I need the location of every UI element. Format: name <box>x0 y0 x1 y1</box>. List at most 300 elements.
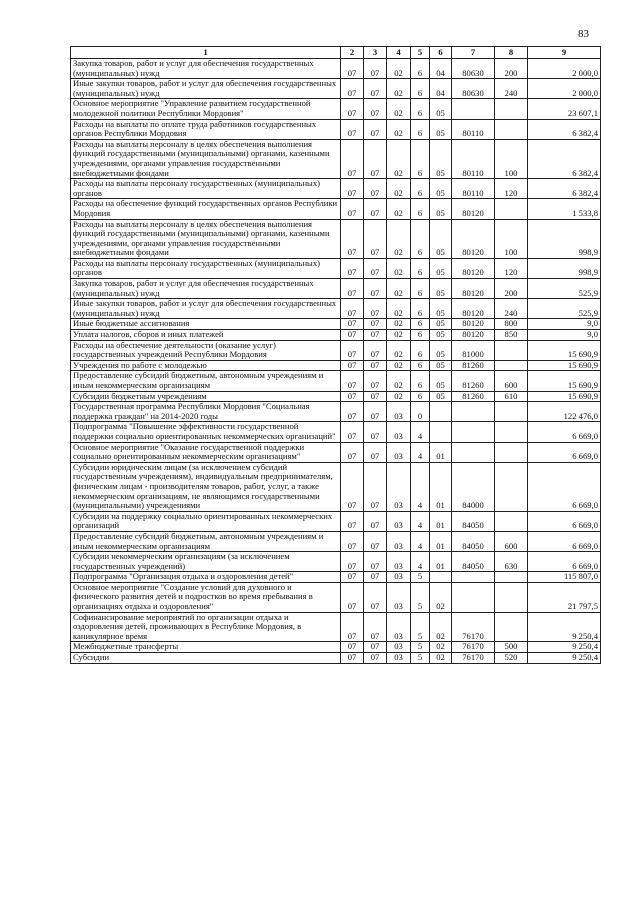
program-code: 03 <box>387 511 411 531</box>
table-row <box>71 179 601 199</box>
table-row <box>71 531 601 551</box>
program-code: 02 <box>387 299 411 319</box>
column-number-row <box>71 47 601 59</box>
row-description: Расходы на выплаты по оплате труда работников государственных органов Республики Мордовия <box>71 119 341 139</box>
program-code: 02 <box>387 330 411 341</box>
subsection-code: 07 <box>364 258 387 278</box>
program-code: 03 <box>387 552 411 572</box>
program-code: 03 <box>387 422 411 442</box>
direction-code: 80120 <box>452 219 495 258</box>
row-description: Основное мероприятие "Создание условий для духовного и физического развития детей и подростков во время пребывания в организациях отдыха и оздоровления" <box>71 582 341 612</box>
amount-value: 525,9 <box>528 279 601 299</box>
row-description: Основное мероприятие "Оказание государственной поддержки социально ориентированным некоммерческим организациям" <box>71 442 341 462</box>
expense-type-code <box>495 422 528 442</box>
activity-code: 05 <box>430 371 452 391</box>
table-row <box>71 258 601 278</box>
amount-value: 15 690,9 <box>528 371 601 391</box>
row-description: Субсидии на поддержку социально ориентированных некоммерческих организаций <box>71 511 341 531</box>
row-description: Расходы на обеспечение функций государственных органов Республики Мордовия <box>71 199 341 219</box>
subprogram-code: 4 <box>411 531 430 551</box>
expense-type-code <box>495 199 528 219</box>
table-row <box>71 371 601 391</box>
amount-value: 6 669,0 <box>528 552 601 572</box>
subsection-code: 07 <box>364 319 387 330</box>
subsection-code: 07 <box>364 99 387 119</box>
table-row <box>71 340 601 360</box>
section-code: 07 <box>341 179 364 199</box>
column-header: 9 <box>528 47 601 59</box>
expense-type-code <box>495 572 528 583</box>
table-row <box>71 511 601 531</box>
table-row <box>71 391 601 402</box>
table-row <box>71 572 601 583</box>
subsection-code: 07 <box>364 402 387 422</box>
subsection-code: 07 <box>364 391 387 402</box>
direction-code <box>452 402 495 422</box>
amount-value: 1 533,8 <box>528 199 601 219</box>
subprogram-code: 5 <box>411 642 430 653</box>
subsection-code: 07 <box>364 371 387 391</box>
amount-value: 9 250,4 <box>528 612 601 642</box>
section-code: 07 <box>341 199 364 219</box>
direction-code: 80120 <box>452 299 495 319</box>
subprogram-code: 6 <box>411 59 430 79</box>
subprogram-code: 6 <box>411 319 430 330</box>
program-code: 02 <box>387 360 411 371</box>
activity-code: 01 <box>430 462 452 511</box>
expense-type-code <box>495 462 528 511</box>
program-code: 02 <box>387 319 411 330</box>
expense-type-code <box>495 442 528 462</box>
subprogram-code: 6 <box>411 279 430 299</box>
table-row <box>71 59 601 79</box>
activity-code: 05 <box>430 258 452 278</box>
subsection-code: 07 <box>364 219 387 258</box>
expense-type-code <box>495 99 528 119</box>
table-row <box>71 653 601 664</box>
subprogram-code: 6 <box>411 219 430 258</box>
direction-code: 80110 <box>452 139 495 178</box>
subprogram-code: 6 <box>411 371 430 391</box>
amount-value: 15 690,9 <box>528 391 601 402</box>
table-row <box>71 119 601 139</box>
subsection-code: 07 <box>364 531 387 551</box>
activity-code: 01 <box>430 442 452 462</box>
direction-code: 80120 <box>452 279 495 299</box>
subsection-code: 07 <box>364 179 387 199</box>
row-description: Государственная программа Республики Мордовия "Социальная поддержка граждан" на 2014-2020 годы <box>71 402 341 422</box>
amount-value: 6 669,0 <box>528 511 601 531</box>
program-code: 02 <box>387 79 411 99</box>
section-code: 07 <box>341 340 364 360</box>
subprogram-code: 6 <box>411 258 430 278</box>
expense-type-code: 600 <box>495 531 528 551</box>
subsection-code: 07 <box>364 442 387 462</box>
subprogram-code: 6 <box>411 299 430 319</box>
direction-code <box>452 99 495 119</box>
table-row <box>71 219 601 258</box>
direction-code: 76170 <box>452 642 495 653</box>
expense-type-code: 100 <box>495 139 528 178</box>
row-description: Основное мероприятие "Управление развитием государственной молодежной политики Республики Мордовия" <box>71 99 341 119</box>
subprogram-code: 6 <box>411 79 430 99</box>
subsection-code: 07 <box>364 653 387 664</box>
section-code: 07 <box>341 402 364 422</box>
amount-value: 9,0 <box>528 319 601 330</box>
direction-code: 84000 <box>452 462 495 511</box>
activity-code: 04 <box>430 59 452 79</box>
expense-type-code <box>495 402 528 422</box>
row-description: Расходы на выплаты персоналу государственных (муниципальных) органов <box>71 258 341 278</box>
activity-code: 05 <box>430 139 452 178</box>
subprogram-code: 4 <box>411 422 430 442</box>
program-code: 03 <box>387 531 411 551</box>
program-code: 03 <box>387 572 411 583</box>
expense-type-code: 850 <box>495 330 528 341</box>
amount-value: 9 250,4 <box>528 653 601 664</box>
program-code: 02 <box>387 119 411 139</box>
section-code: 07 <box>341 360 364 371</box>
program-code: 02 <box>387 199 411 219</box>
program-code: 02 <box>387 99 411 119</box>
table-row <box>71 402 601 422</box>
table-row <box>71 582 601 612</box>
subsection-code: 07 <box>364 139 387 178</box>
table-row <box>71 330 601 341</box>
row-description: Учреждения по работе с молодежью <box>71 360 341 371</box>
subsection-code: 07 <box>364 612 387 642</box>
row-description: Иные закупки товаров, работ и услуг для обеспечения государственных (муниципальных) нужд <box>71 79 341 99</box>
expense-type-code: 500 <box>495 642 528 653</box>
activity-code: 05 <box>430 219 452 258</box>
expense-type-code <box>495 360 528 371</box>
budget-table <box>70 46 601 664</box>
activity-code: 02 <box>430 612 452 642</box>
table-row <box>71 319 601 330</box>
amount-value: 6 669,0 <box>528 442 601 462</box>
activity-code: 05 <box>430 179 452 199</box>
direction-code: 80120 <box>452 258 495 278</box>
table-row <box>71 299 601 319</box>
table-row <box>71 612 601 642</box>
subprogram-code: 6 <box>411 360 430 371</box>
expense-type-code: 200 <box>495 59 528 79</box>
expense-type-code: 240 <box>495 79 528 99</box>
row-description: Расходы на выплаты персоналу в целях обеспечения выполнения функций государственными (муниципальными) органами, казенными учреждениями, органами управления государственными внебюджетными фондами <box>71 219 341 258</box>
section-code: 07 <box>341 422 364 442</box>
column-header: 3 <box>364 47 387 59</box>
section-code: 07 <box>341 319 364 330</box>
section-code: 07 <box>341 79 364 99</box>
row-description: Субсидии юридическим лицам (за исключением субсидий государственным учреждениям), индивидуальным предпринимателям, физическим лицам - производителям товаров, работ, услуг, а также некоммерческим организациям, не являющимся государственными (муниципальными) учреждениями <box>71 462 341 511</box>
direction-code: 84050 <box>452 552 495 572</box>
expense-type-code: 600 <box>495 371 528 391</box>
section-code: 07 <box>341 330 364 341</box>
subprogram-code: 0 <box>411 402 430 422</box>
amount-value: 6 382,4 <box>528 139 601 178</box>
row-description: Иные закупки товаров, работ и услуг для обеспечения государственных (муниципальных) нужд <box>71 299 341 319</box>
section-code: 07 <box>341 371 364 391</box>
activity-code: 01 <box>430 552 452 572</box>
program-code: 03 <box>387 462 411 511</box>
row-description: Закупка товаров, работ и услуг для обеспечения государственных (муниципальных) нужд <box>71 59 341 79</box>
expense-type-code <box>495 119 528 139</box>
program-code: 02 <box>387 279 411 299</box>
row-description: Софинансирование мероприятий по организации отдыха и оздоровления детей, проживающих в Республике Мордовия, в каникулярное время <box>71 612 341 642</box>
subprogram-code: 6 <box>411 139 430 178</box>
direction-code: 80630 <box>452 59 495 79</box>
row-description: Уплата налогов, сборов и иных платежей <box>71 330 341 341</box>
program-code: 02 <box>387 371 411 391</box>
direction-code: 80110 <box>452 119 495 139</box>
program-code: 03 <box>387 582 411 612</box>
amount-value: 21 797,5 <box>528 582 601 612</box>
program-code: 02 <box>387 258 411 278</box>
subprogram-code: 6 <box>411 99 430 119</box>
program-code: 03 <box>387 653 411 664</box>
expense-type-code <box>495 612 528 642</box>
subprogram-code: 4 <box>411 511 430 531</box>
column-header: 5 <box>411 47 430 59</box>
row-description: Иные бюджетные ассигнования <box>71 319 341 330</box>
program-code: 02 <box>387 59 411 79</box>
amount-value: 998,9 <box>528 219 601 258</box>
column-header: 7 <box>452 47 495 59</box>
subsection-code: 07 <box>364 79 387 99</box>
row-description: Субсидии <box>71 653 341 664</box>
program-code: 03 <box>387 642 411 653</box>
subsection-code: 07 <box>364 462 387 511</box>
direction-code: 81000 <box>452 340 495 360</box>
subprogram-code: 6 <box>411 119 430 139</box>
direction-code <box>452 422 495 442</box>
amount-value: 9,0 <box>528 330 601 341</box>
subprogram-code: 6 <box>411 340 430 360</box>
subprogram-code: 4 <box>411 552 430 572</box>
section-code: 07 <box>341 279 364 299</box>
row-description: Межбюджетные трансферты <box>71 642 341 653</box>
subsection-code: 07 <box>364 422 387 442</box>
column-header: 1 <box>71 47 341 59</box>
activity-code: 05 <box>430 330 452 341</box>
row-description: Предоставление субсидий бюджетным, автономным учреждениям и иным некоммерческим организациям <box>71 531 341 551</box>
direction-code: 76170 <box>452 612 495 642</box>
row-description: Предоставление субсидий бюджетным, автономным учреждениям и иным некоммерческим организациям <box>71 371 341 391</box>
section-code: 07 <box>341 582 364 612</box>
expense-type-code: 630 <box>495 552 528 572</box>
activity-code: 05 <box>430 340 452 360</box>
subsection-code: 07 <box>364 572 387 583</box>
section-code: 07 <box>341 511 364 531</box>
table-row <box>71 199 601 219</box>
section-code: 07 <box>341 299 364 319</box>
direction-code <box>452 582 495 612</box>
expense-type-code: 120 <box>495 258 528 278</box>
row-description: Расходы на выплаты персоналу в целях обеспечения выполнения функций государственными (муниципальными) органами, казенными учреждениями, органами управления государственными внебюджетными фондами <box>71 139 341 178</box>
amount-value: 122 476,0 <box>528 402 601 422</box>
expense-type-code: 800 <box>495 319 528 330</box>
amount-value: 2 000,0 <box>528 59 601 79</box>
row-description: Закупка товаров, работ и услуг для обеспечения государственных (муниципальных) нужд <box>71 279 341 299</box>
subsection-code: 07 <box>364 299 387 319</box>
section-code: 07 <box>341 139 364 178</box>
activity-code: 05 <box>430 299 452 319</box>
subprogram-code: 4 <box>411 462 430 511</box>
amount-value: 23 607,1 <box>528 99 601 119</box>
subsection-code: 07 <box>364 511 387 531</box>
section-code: 07 <box>341 653 364 664</box>
section-code: 07 <box>341 391 364 402</box>
section-code: 07 <box>341 59 364 79</box>
amount-value: 6 669,0 <box>528 462 601 511</box>
activity-code: 01 <box>430 511 452 531</box>
subsection-code: 07 <box>364 330 387 341</box>
expense-type-code: 520 <box>495 653 528 664</box>
row-description: Подпрограмма "Организация отдыха и оздоровления детей" <box>71 572 341 583</box>
column-header: 4 <box>387 47 411 59</box>
table-row <box>71 99 601 119</box>
direction-code <box>452 572 495 583</box>
subprogram-code: 6 <box>411 391 430 402</box>
amount-value: 15 690,9 <box>528 340 601 360</box>
expense-type-code: 200 <box>495 279 528 299</box>
amount-value: 15 690,9 <box>528 360 601 371</box>
section-code: 07 <box>341 531 364 551</box>
amount-value: 6 669,0 <box>528 422 601 442</box>
activity-code: 05 <box>430 360 452 371</box>
subsection-code: 07 <box>364 642 387 653</box>
direction-code: 80630 <box>452 79 495 99</box>
section-code: 07 <box>341 552 364 572</box>
section-code: 07 <box>341 119 364 139</box>
activity-code <box>430 572 452 583</box>
amount-value: 9 250,4 <box>528 642 601 653</box>
program-code: 03 <box>387 442 411 462</box>
row-description: Субсидии бюджетным учреждениям <box>71 391 341 402</box>
activity-code: 02 <box>430 653 452 664</box>
direction-code: 81260 <box>452 371 495 391</box>
subsection-code: 07 <box>364 582 387 612</box>
activity-code: 02 <box>430 642 452 653</box>
direction-code: 80120 <box>452 199 495 219</box>
activity-code: 05 <box>430 279 452 299</box>
activity-code <box>430 402 452 422</box>
section-code: 07 <box>341 462 364 511</box>
amount-value: 115 807,0 <box>528 572 601 583</box>
activity-code: 05 <box>430 199 452 219</box>
program-code: 02 <box>387 139 411 178</box>
direction-code: 76170 <box>452 653 495 664</box>
table-row <box>71 642 601 653</box>
section-code: 07 <box>341 572 364 583</box>
program-code: 02 <box>387 391 411 402</box>
section-code: 07 <box>341 442 364 462</box>
amount-value: 2 000,0 <box>528 79 601 99</box>
subprogram-code: 5 <box>411 582 430 612</box>
amount-value: 998,9 <box>528 258 601 278</box>
direction-code: 80120 <box>452 319 495 330</box>
subprogram-code: 6 <box>411 179 430 199</box>
amount-value: 6 382,4 <box>528 179 601 199</box>
subsection-code: 07 <box>364 119 387 139</box>
section-code: 07 <box>341 258 364 278</box>
direction-code: 84050 <box>452 531 495 551</box>
program-code: 02 <box>387 219 411 258</box>
table-row <box>71 139 601 178</box>
direction-code: 81260 <box>452 391 495 402</box>
activity-code: 02 <box>430 582 452 612</box>
program-code: 02 <box>387 179 411 199</box>
direction-code: 80120 <box>452 330 495 341</box>
direction-code: 80110 <box>452 179 495 199</box>
table-row <box>71 422 601 442</box>
program-code: 02 <box>387 340 411 360</box>
subsection-code: 07 <box>364 199 387 219</box>
section-code: 07 <box>341 642 364 653</box>
expense-type-code: 240 <box>495 299 528 319</box>
activity-code: 01 <box>430 531 452 551</box>
subsection-code: 07 <box>364 59 387 79</box>
table-row <box>71 360 601 371</box>
direction-code: 84050 <box>452 511 495 531</box>
subprogram-code: 6 <box>411 199 430 219</box>
amount-value: 525,9 <box>528 299 601 319</box>
subprogram-code: 6 <box>411 330 430 341</box>
section-code: 07 <box>341 219 364 258</box>
subprogram-code: 5 <box>411 572 430 583</box>
activity-code: 05 <box>430 119 452 139</box>
subprogram-code: 5 <box>411 653 430 664</box>
row-description: Расходы на обеспечение деятельности (оказание услуг) государственных учреждений Республики Мордовия <box>71 340 341 360</box>
section-code: 07 <box>341 612 364 642</box>
expense-type-code: 610 <box>495 391 528 402</box>
row-description: Расходы на выплаты персоналу государственных (муниципальных) органов <box>71 179 341 199</box>
table-row <box>71 79 601 99</box>
activity-code: 05 <box>430 319 452 330</box>
activity-code: 05 <box>430 391 452 402</box>
table-row <box>71 462 601 511</box>
page-number: 83 <box>578 28 589 40</box>
direction-code <box>452 442 495 462</box>
activity-code: 05 <box>430 99 452 119</box>
expense-type-code <box>495 511 528 531</box>
subsection-code: 07 <box>364 279 387 299</box>
table-row <box>71 442 601 462</box>
column-header: 6 <box>430 47 452 59</box>
expense-type-code: 100 <box>495 219 528 258</box>
subprogram-code: 4 <box>411 442 430 462</box>
expense-type-code <box>495 582 528 612</box>
direction-code: 81260 <box>452 360 495 371</box>
subprogram-code: 5 <box>411 612 430 642</box>
section-code: 07 <box>341 99 364 119</box>
subsection-code: 07 <box>364 340 387 360</box>
column-header: 2 <box>341 47 364 59</box>
program-code: 03 <box>387 402 411 422</box>
amount-value: 6 669,0 <box>528 531 601 551</box>
activity-code: 04 <box>430 79 452 99</box>
table-row <box>71 279 601 299</box>
expense-type-code: 120 <box>495 179 528 199</box>
column-header: 8 <box>495 47 528 59</box>
expense-type-code <box>495 340 528 360</box>
amount-value: 6 382,4 <box>528 119 601 139</box>
row-description: Подпрограмма "Повышение эффективности государственной поддержки социально ориентированных некоммерческих организаций" <box>71 422 341 442</box>
program-code: 03 <box>387 612 411 642</box>
subsection-code: 07 <box>364 360 387 371</box>
subsection-code: 07 <box>364 552 387 572</box>
table-row <box>71 552 601 572</box>
